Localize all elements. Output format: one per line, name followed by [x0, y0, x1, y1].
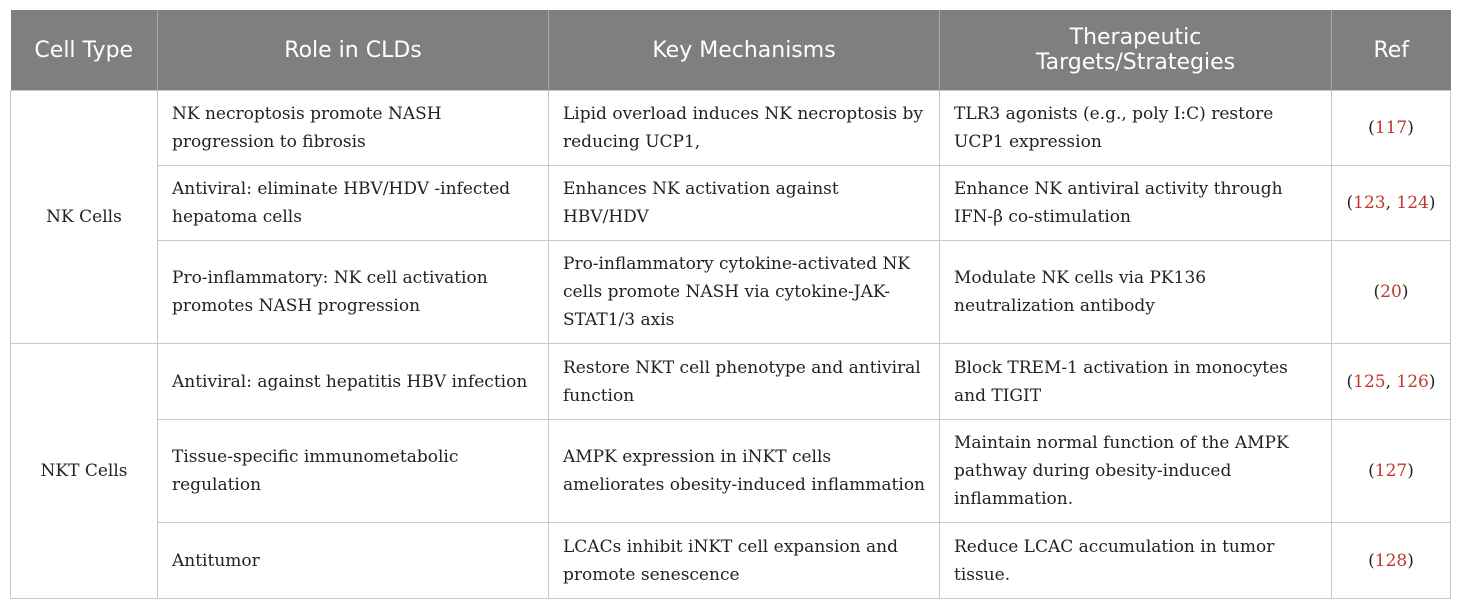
- ref-link[interactable]: 117: [1374, 118, 1408, 138]
- ref-link[interactable]: 123: [1353, 193, 1386, 213]
- ref-separator: ,: [1385, 371, 1397, 392]
- strategy-cell: Maintain normal function of the AMPK pathway during obesity-induced inflammation.: [940, 420, 1332, 523]
- table-row: [11, 166, 1451, 241]
- role-cell: Pro-inflammatory: NK cell activation promotes NASH progression: [158, 241, 549, 344]
- table-row: [11, 91, 1451, 166]
- cell-type-nkt: NKT Cells: [11, 344, 158, 599]
- strategy-cell: TLR3 agonists (e.g., poly I:C) restore UCP1 expression: [940, 91, 1332, 166]
- ref-link[interactable]: 127: [1374, 461, 1408, 481]
- header-row: [11, 10, 1451, 91]
- ref-cell: (125, 126): [1332, 344, 1451, 420]
- mechanism-cell: Lipid overload induces NK necroptosis by reducing UCP1,: [549, 91, 940, 166]
- ref-cell: (117): [1332, 91, 1451, 166]
- role-cell: Antitumor: [158, 523, 549, 599]
- ref-separator: ,: [1385, 193, 1397, 213]
- ref-link[interactable]: 126: [1396, 371, 1429, 392]
- role-cell: Antiviral: against hepatitis HBV infection: [158, 344, 549, 420]
- ref-link[interactable]: 124: [1396, 193, 1429, 213]
- table-row: [11, 523, 1451, 599]
- header-role: Role in CLDs: [158, 10, 549, 91]
- ref-cell: (127): [1332, 420, 1451, 523]
- role-cell: Tissue-specific immunometabolic regulation: [158, 420, 549, 523]
- strategy-cell: Enhance NK antiviral activity through IFN-β co-stimulation: [940, 166, 1332, 241]
- ref-cell: (128): [1332, 523, 1451, 599]
- table-row: [11, 420, 1451, 523]
- role-cell: Antiviral: eliminate HBV/HDV -infected hepatoma cells: [158, 166, 549, 241]
- ref-link[interactable]: 128: [1374, 550, 1408, 571]
- header-strategies: Therapeutic Targets/Strategies: [940, 10, 1332, 91]
- strategy-cell: Reduce LCAC accumulation in tumor tissue.: [940, 523, 1332, 599]
- header-mechanisms: Key Mechanisms: [549, 10, 940, 91]
- header-ref: Ref: [1332, 10, 1451, 91]
- table-row: [11, 241, 1451, 344]
- mechanism-cell: Enhances NK activation against HBV/HDV: [549, 166, 940, 241]
- ref-link[interactable]: 125: [1353, 371, 1386, 392]
- cld-table: [10, 10, 1451, 599]
- strategy-cell: Modulate NK cells via PK136 neutralization antibody: [940, 241, 1332, 344]
- mechanism-cell: AMPK expression in iNKT cells ameliorates obesity-induced inflammation: [549, 420, 940, 523]
- header-cell-type: Cell Type: [11, 10, 158, 91]
- table-row: [11, 344, 1451, 420]
- ref-link[interactable]: 20: [1380, 282, 1402, 302]
- cell-type-nk: NK Cells: [11, 91, 158, 344]
- mechanism-cell: LCACs inhibit iNKT cell expansion and promote senescence: [549, 523, 940, 599]
- ref-cell: (123, 124): [1332, 166, 1451, 241]
- mechanism-cell: Pro-inflammatory cytokine-activated NK cells promote NASH via cytokine-JAK-STAT1/3 axis: [549, 241, 940, 344]
- mechanism-cell: Restore NKT cell phenotype and antiviral function: [549, 344, 940, 420]
- ref-cell: (20): [1332, 241, 1451, 344]
- role-cell: NK necroptosis promote NASH progression to fibrosis: [158, 91, 549, 166]
- strategy-cell: Block TREM-1 activation in monocytes and TIGIT: [940, 344, 1332, 420]
